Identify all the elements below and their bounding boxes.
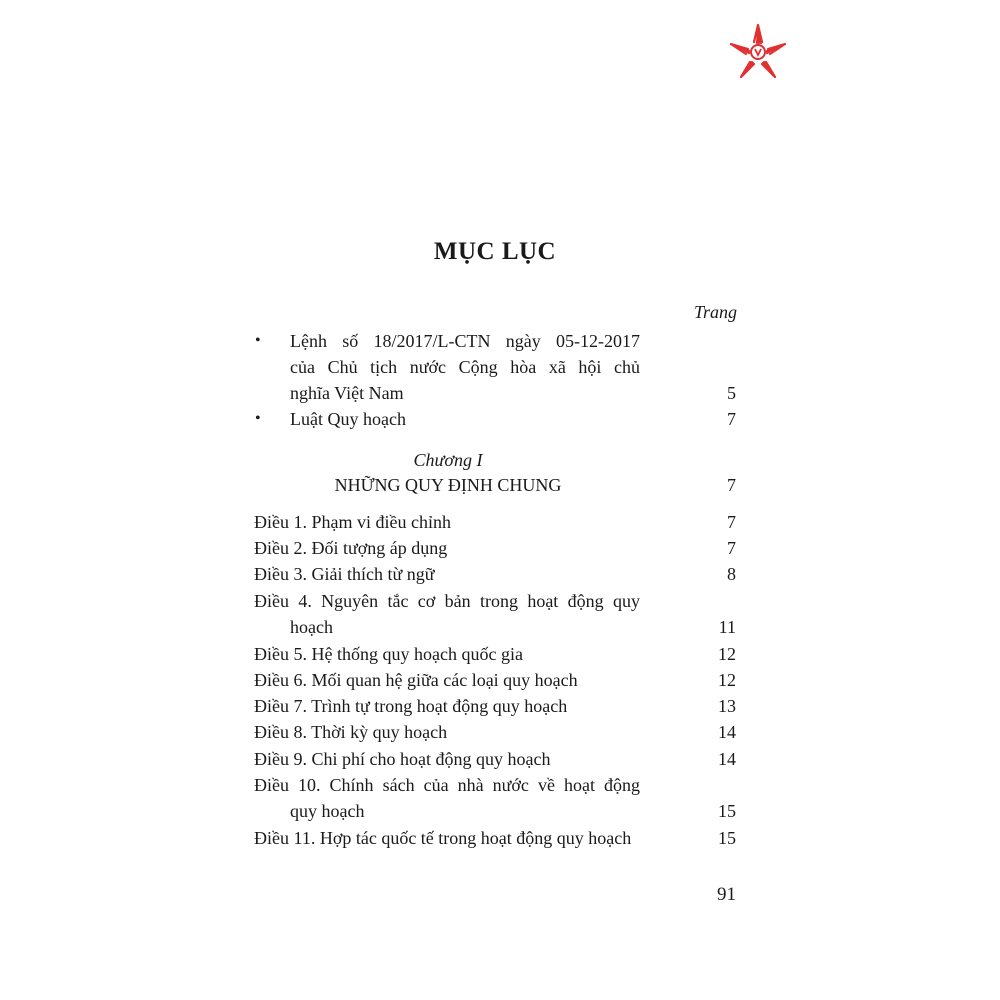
toc-article-item[interactable] <box>0 825 1000 851</box>
toc-front-item[interactable] <box>0 406 1000 432</box>
toc-line: Điều 3. Giải thích từ ngữ <box>254 564 435 584</box>
toc-line: Điều 6. Mối quan hệ giữa các loại quy hoạch <box>254 670 578 690</box>
toc-article-item[interactable] <box>0 641 1000 667</box>
toc-page-number: 12 <box>718 670 736 690</box>
toc-page-number: 15 <box>718 828 736 848</box>
publisher-star-logo <box>728 22 788 80</box>
toc-page-number: 11 <box>718 617 736 637</box>
toc-page-number: 7 <box>727 475 736 495</box>
toc-page-number: 7 <box>727 512 736 532</box>
chapter-label: Chương I <box>413 450 483 470</box>
page-column-header: Trang <box>693 302 737 322</box>
toc-line: Điều 11. Hợp tác quốc tế trong hoạt động quy hoạch <box>254 828 632 848</box>
toc-article-item[interactable] <box>0 693 1000 719</box>
toc-line: Điều 5. Hệ thống quy hoạch quốc gia <box>254 644 523 664</box>
toc-page-number: 14 <box>718 722 736 742</box>
toc-line: nghĩa Việt Nam <box>290 383 404 403</box>
toc-page-number: 7 <box>727 538 736 558</box>
toc-page-number: 8 <box>727 564 736 584</box>
toc-article-item[interactable] <box>0 667 1000 693</box>
toc-article-item[interactable] <box>0 719 1000 745</box>
bullet-icon: • <box>255 410 261 427</box>
toc-line: quy hoạch <box>290 801 365 821</box>
toc-article-item[interactable] <box>0 746 1000 772</box>
toc-page-number: 15 <box>718 801 736 821</box>
toc-line: Điều 4. Nguyên tắc cơ bản trong hoạt động quy <box>254 591 640 611</box>
toc-page-number: 12 <box>718 644 736 664</box>
toc-page-number: 14 <box>718 749 736 769</box>
toc-line: Điều 1. Phạm vi điều chỉnh <box>254 512 451 532</box>
toc-line: Điều 7. Trình tự trong hoạt động quy hoạch <box>254 696 568 716</box>
toc-line: Điều 8. Thời kỳ quy hoạch <box>254 722 448 742</box>
toc-line: Điều 10. Chính sách của nhà nước về hoạt động <box>254 775 640 795</box>
toc-page-number: 7 <box>727 409 736 429</box>
toc-article-item[interactable] <box>0 535 1000 561</box>
footer-page-number: 91 <box>717 884 736 905</box>
toc-article-item[interactable] <box>0 561 1000 587</box>
toc-page-number: 5 <box>727 383 736 403</box>
toc-article-item[interactable] <box>0 588 1000 642</box>
toc-line: hoạch <box>290 617 333 637</box>
toc-page-number: 13 <box>718 696 736 716</box>
page-title: MỤC LỤC <box>433 238 557 265</box>
toc-line: Điều 9. Chi phí cho hoạt động quy hoạch <box>254 749 551 769</box>
toc-article-item[interactable] <box>0 509 1000 535</box>
toc-line: Điều 2. Đối tượng áp dụng <box>254 538 448 558</box>
toc-line: Luật Quy hoạch <box>290 409 406 429</box>
bullet-icon: • <box>255 332 261 349</box>
chapter-title: NHỮNG QUY ĐỊNH CHUNG <box>334 475 562 495</box>
toc-line: Lệnh số 18/2017/L-CTN ngày 05-12-2017 <box>290 331 640 351</box>
toc-chapter-item[interactable] <box>0 472 1000 498</box>
toc-line: của Chủ tịch nước Cộng hòa xã hội chủ <box>290 357 640 377</box>
toc-article-item[interactable] <box>0 772 1000 826</box>
toc-front-item[interactable] <box>0 328 1000 408</box>
